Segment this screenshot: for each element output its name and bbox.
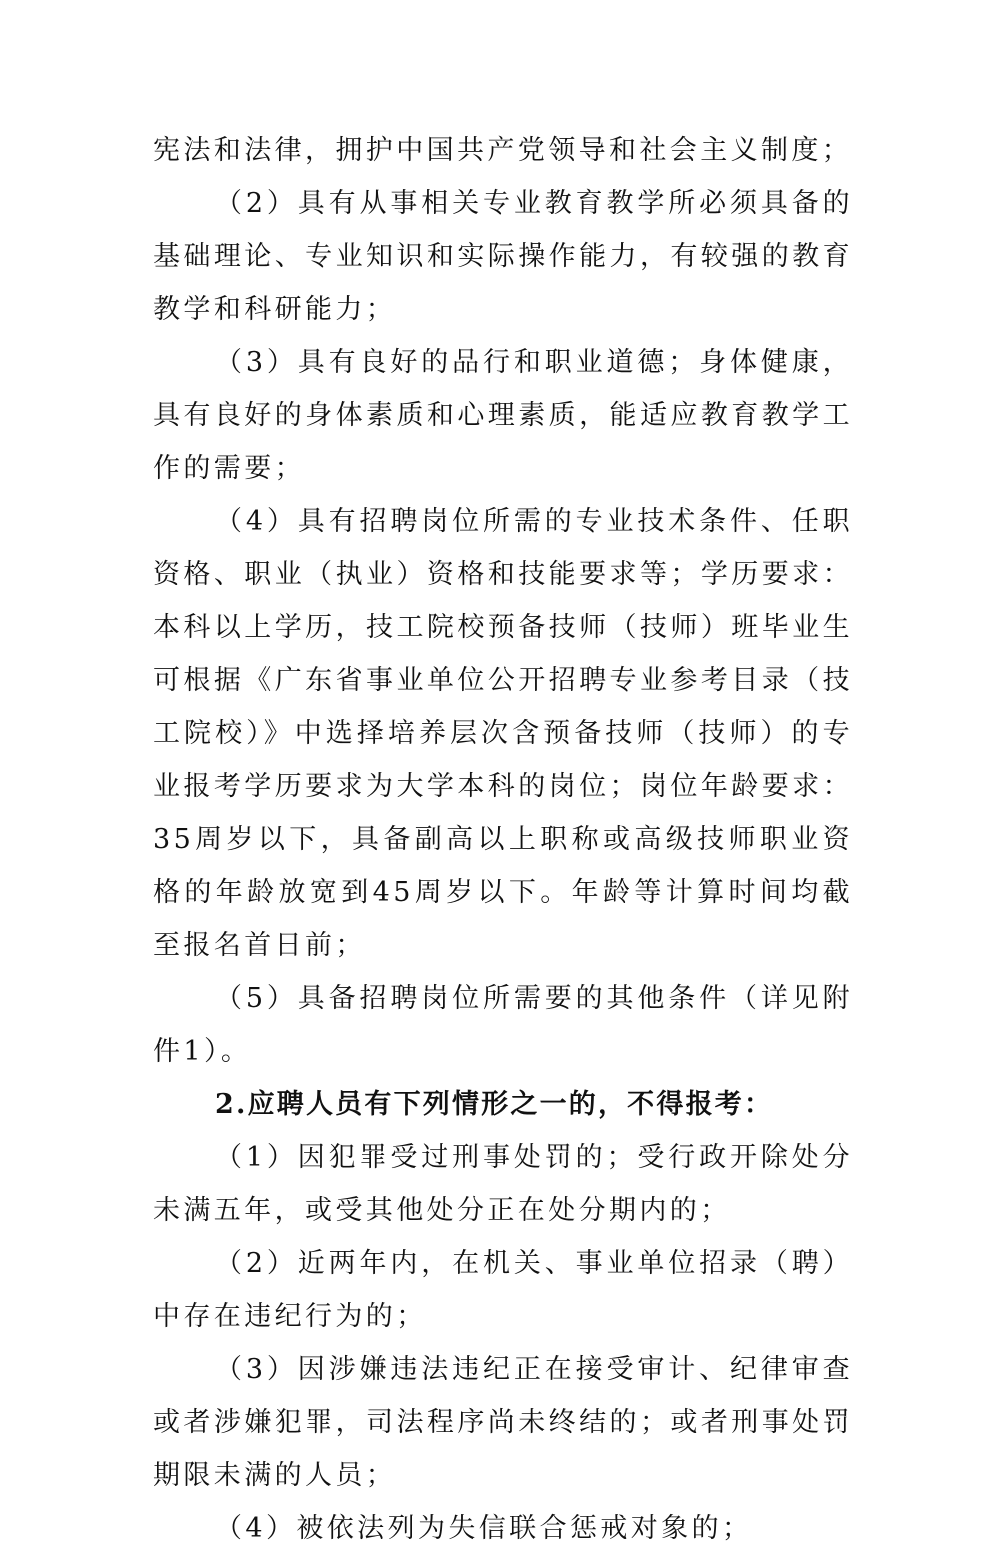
paragraph-continuation: 宪法和法律，拥护中国共产党领导和社会主义制度；: [153, 135, 853, 166]
paragraph-item-3-ethics: （3）具有良好的品行和职业道德；身体健康，具有良好的身体素质和心理素质，能适应教育教学工作的需要；: [153, 347, 853, 484]
paragraph-item-2-theory: （2）具有从事相关专业教育教学所必须具备的基础理论、专业知识和实际操作能力，有较强的教育教学和科研能力；: [153, 188, 853, 325]
paragraph-item-5-other-conditions: （5）具备招聘岗位所需要的其他条件（详见附件1）。: [153, 983, 853, 1067]
paragraph-exclusion-2: （2）近两年内，在机关、事业单位招录（聘）中存在违纪行为的；: [153, 1248, 853, 1332]
document-body: [153, 124, 853, 1555]
section-heading-exclusions: 2.应聘人员有下列情形之一的，不得报考：: [215, 1089, 774, 1120]
paragraph-exclusion-4: （4）被依法列为失信联合惩戒对象的；: [215, 1513, 753, 1544]
paragraph-item-4-qualifications: （4）具有招聘岗位所需的专业技术条件、任职资格、职业（执业）资格和技能要求等；学历要求：本科以上学历，技工院校预备技师（技师）班毕业生可根据《广东省事业单位公开招聘专业参考目录（技工院校）》中选择培养层次含预备技师（技师）的专业报考学历要求为大学本科的岗位；岗位年龄要求：35周岁以下，具备副高以上职称或高级技师职业资格的年龄放宽到45周岁以下。年龄等计算时间均截至报名首日前；: [153, 506, 853, 961]
paragraph-exclusion-1: （1）因犯罪受过刑事处罚的；受行政开除处分未满五年，或受其他处分正在处分期内的；: [153, 1142, 853, 1226]
paragraph-exclusion-3: （3）因涉嫌违法违纪正在接受审计、纪律审查或者涉嫌犯罪，司法程序尚未终结的；或者刑事处罚期限未满的人员；: [153, 1354, 853, 1491]
